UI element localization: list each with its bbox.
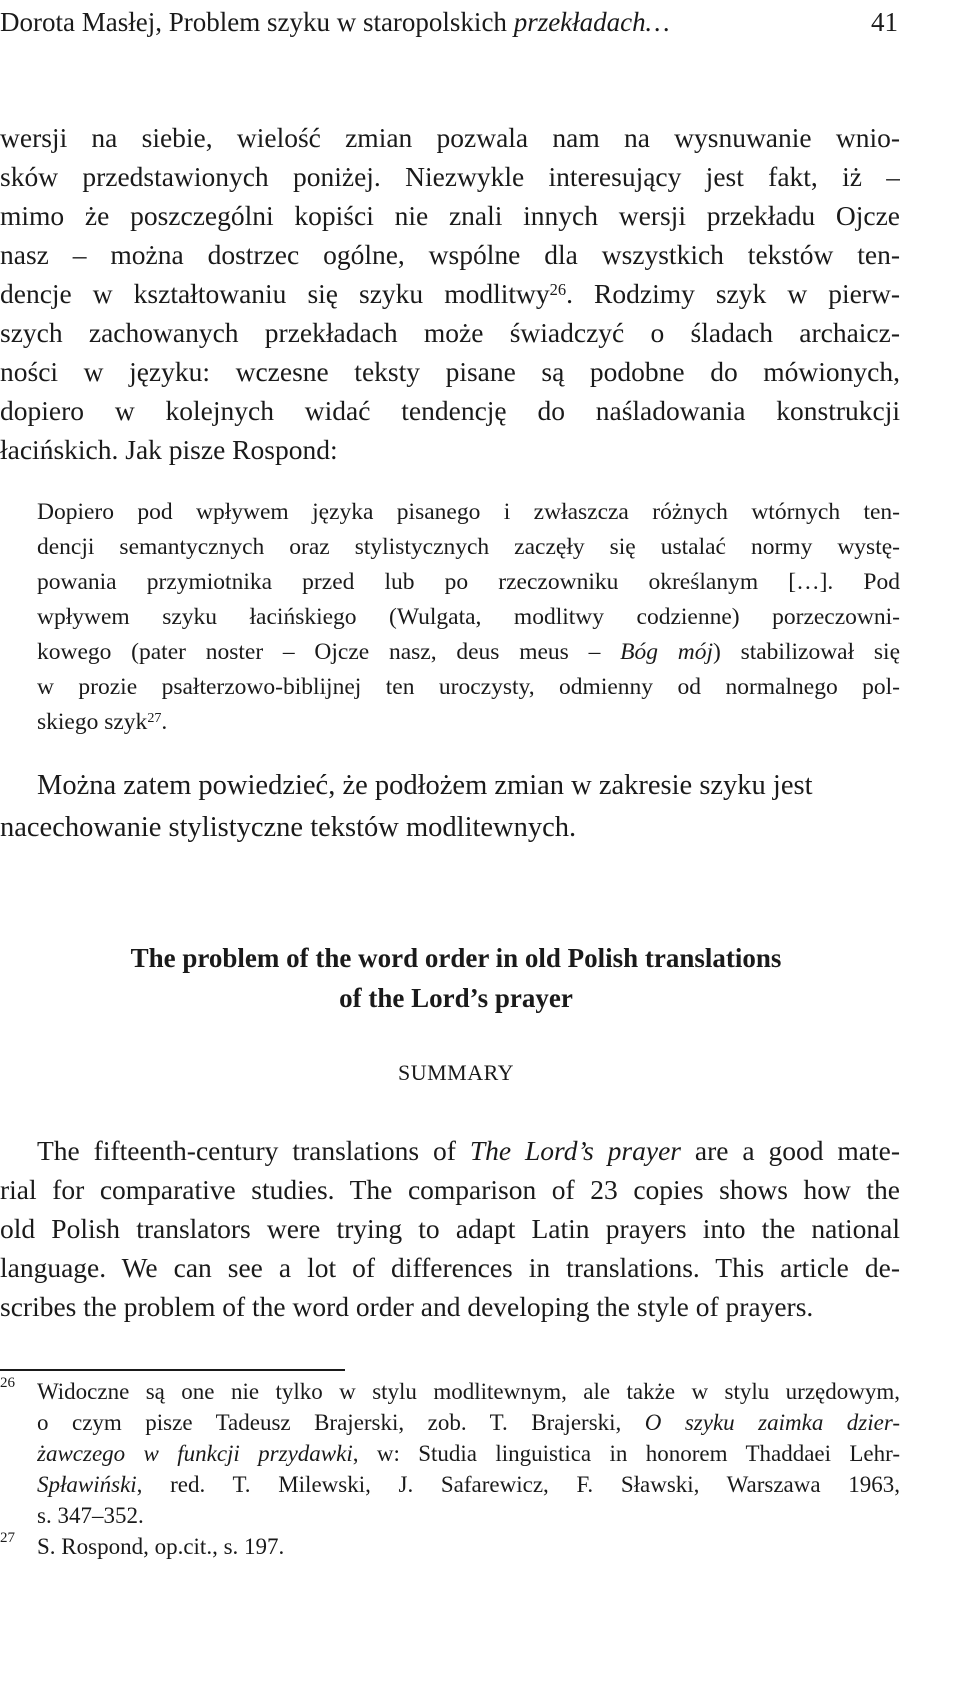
header-title [0, 2, 670, 42]
abstract-line: old Polish translators were trying to adapt Latin prayers into the national [0, 1213, 900, 1244]
header-author-title: Dorota Masłej, Problem szyku w staropolskich [0, 7, 507, 37]
footnote-line: S. Rospond, op.cit., s. 197. [37, 1534, 285, 1559]
english-title-line: The problem of the word order in old Polish translations [130, 943, 782, 973]
page-number: 41 [871, 7, 898, 37]
footnote-line-text: o czym pisze Tadeusz Brajerski, zob. T. Brajerski, [37, 1410, 622, 1435]
quote-line: w prozie psałterzowo-biblijnej ten uroczysty, odmienny od normalnego pol- [37, 674, 900, 700]
body-line: sków przedstawionych poniżej. Niezwykle interesujący jest fakt, iż – [0, 161, 900, 192]
footnote-italic: Spławiński [37, 1472, 137, 1497]
body-line: mimo że poszczególni kopiści nie znali innych wersji przekładu Ojcze [0, 200, 900, 231]
quote-line [37, 635, 900, 670]
footnote-marker: 27 [0, 1530, 15, 1546]
footnote-27 [0, 1531, 900, 1562]
quote-line: dencji semantycznych oraz stylistycznych zaczęły się ustalać normy wystę- [37, 534, 900, 560]
header-title-italic: przekładach… [513, 7, 670, 37]
conclusion-line: nacechowanie stylistyczne tekstów modlitewnych. [0, 812, 577, 843]
abstract-paragraph [0, 1131, 900, 1326]
footnote-26 [0, 1376, 900, 1531]
conclusion-line: Można zatem powiedzieć, że podłożem zmian w zakresie szyku jest [37, 770, 813, 801]
abstract-line: rial for comparative studies. The comparison of 23 copies shows how the [0, 1174, 900, 1205]
body-line-text: . Rodzimy szyk w pierw- [566, 278, 900, 309]
footnote-line: Widoczne są one nie tylko w stylu modlitewnym, ale także w stylu urzędowym, [37, 1379, 900, 1404]
quote-line: powania przymiotnika przed lub po rzeczowniku określanym […]. Pod [37, 569, 900, 595]
conclusion-paragraph [0, 765, 900, 849]
footnote-line-text: , red. T. Milewski, J. Safarewicz, F. Sławski, Warszawa 1963, [136, 1472, 900, 1497]
footnote-line [37, 1407, 900, 1438]
body-line: nasz – można dostrzec ogólne, wspólne dla wszystkich tekstów ten- [0, 239, 900, 270]
english-title [0, 938, 912, 1018]
summary-heading: SUMMARY [398, 1060, 514, 1085]
body-line: dopiero w kolejnych widać tendencję do naśladowania konstrukcji [0, 395, 900, 426]
quote-line: Dopiero pod wpływem języka pisanego i zwłaszcza różnych wtórnych ten- [37, 499, 900, 525]
quote-line-text: ) stabilizował się [712, 639, 900, 665]
quote-end: . [161, 709, 168, 735]
quote-italic: Bóg mój [620, 639, 713, 665]
quote-line-text: kowego (pater noster – Ojcze nasz, deus meus – [37, 639, 601, 665]
running-header [0, 2, 900, 42]
body-line-text: dencje w kształtowaniu się szyku modlitwy [0, 278, 550, 309]
body-line: wersji na siebie, wielość zmian pozwala nam na wysnuwanie wnio- [0, 122, 900, 153]
body-paragraph [0, 118, 900, 469]
footnote-line [37, 1469, 900, 1500]
footnote-marker: 26 [0, 1375, 15, 1391]
footnote-separator [0, 1369, 345, 1371]
footnote-line-text: , w: Studia linguistica in honorem Thaddaei Lehr- [352, 1441, 900, 1466]
abstract-line-text: The fifteenth-century translations of [37, 1135, 456, 1166]
english-title-line: of the Lord’s prayer [339, 983, 573, 1013]
abstract-line: language. We can see a lot of differences in translations. This article de- [0, 1252, 900, 1283]
abstract-line: scribes the problem of the word order and developing the style of prayers. [0, 1291, 814, 1322]
abstract-line [0, 1131, 900, 1170]
quote-line [37, 705, 900, 740]
block-quote [37, 495, 900, 740]
body-line: łacińskich. Jak pisze Rospond: [0, 434, 338, 465]
abstract-line-text: are a good mate- [694, 1135, 900, 1166]
footnote-ref-27[interactable]: 27 [147, 710, 162, 726]
abstract-italic: The Lord’s prayer [469, 1135, 681, 1166]
footnote-line: s. 347–352. [37, 1503, 144, 1528]
footnote-ref-26[interactable]: 26 [549, 280, 567, 299]
body-line: szych zachowanych przekładach może świadczyć o śladach archaicz- [0, 317, 900, 348]
quote-line: wpływem szyku łacińskiego (Wulgata, modlitwy codzienne) porzeczowni- [37, 604, 900, 630]
footnote-italic: O szyku zaimka dzier- [644, 1410, 900, 1435]
body-line [0, 274, 900, 313]
footnote-line [37, 1438, 900, 1469]
footnotes [0, 1376, 900, 1562]
footnote-italic: żawczego w funkcji przydawki [37, 1441, 353, 1466]
body-line: ności w języku: wczesne teksty pisane są podobne do mówionych, [0, 356, 900, 387]
quote-line-text: skiego szyk [37, 709, 148, 735]
